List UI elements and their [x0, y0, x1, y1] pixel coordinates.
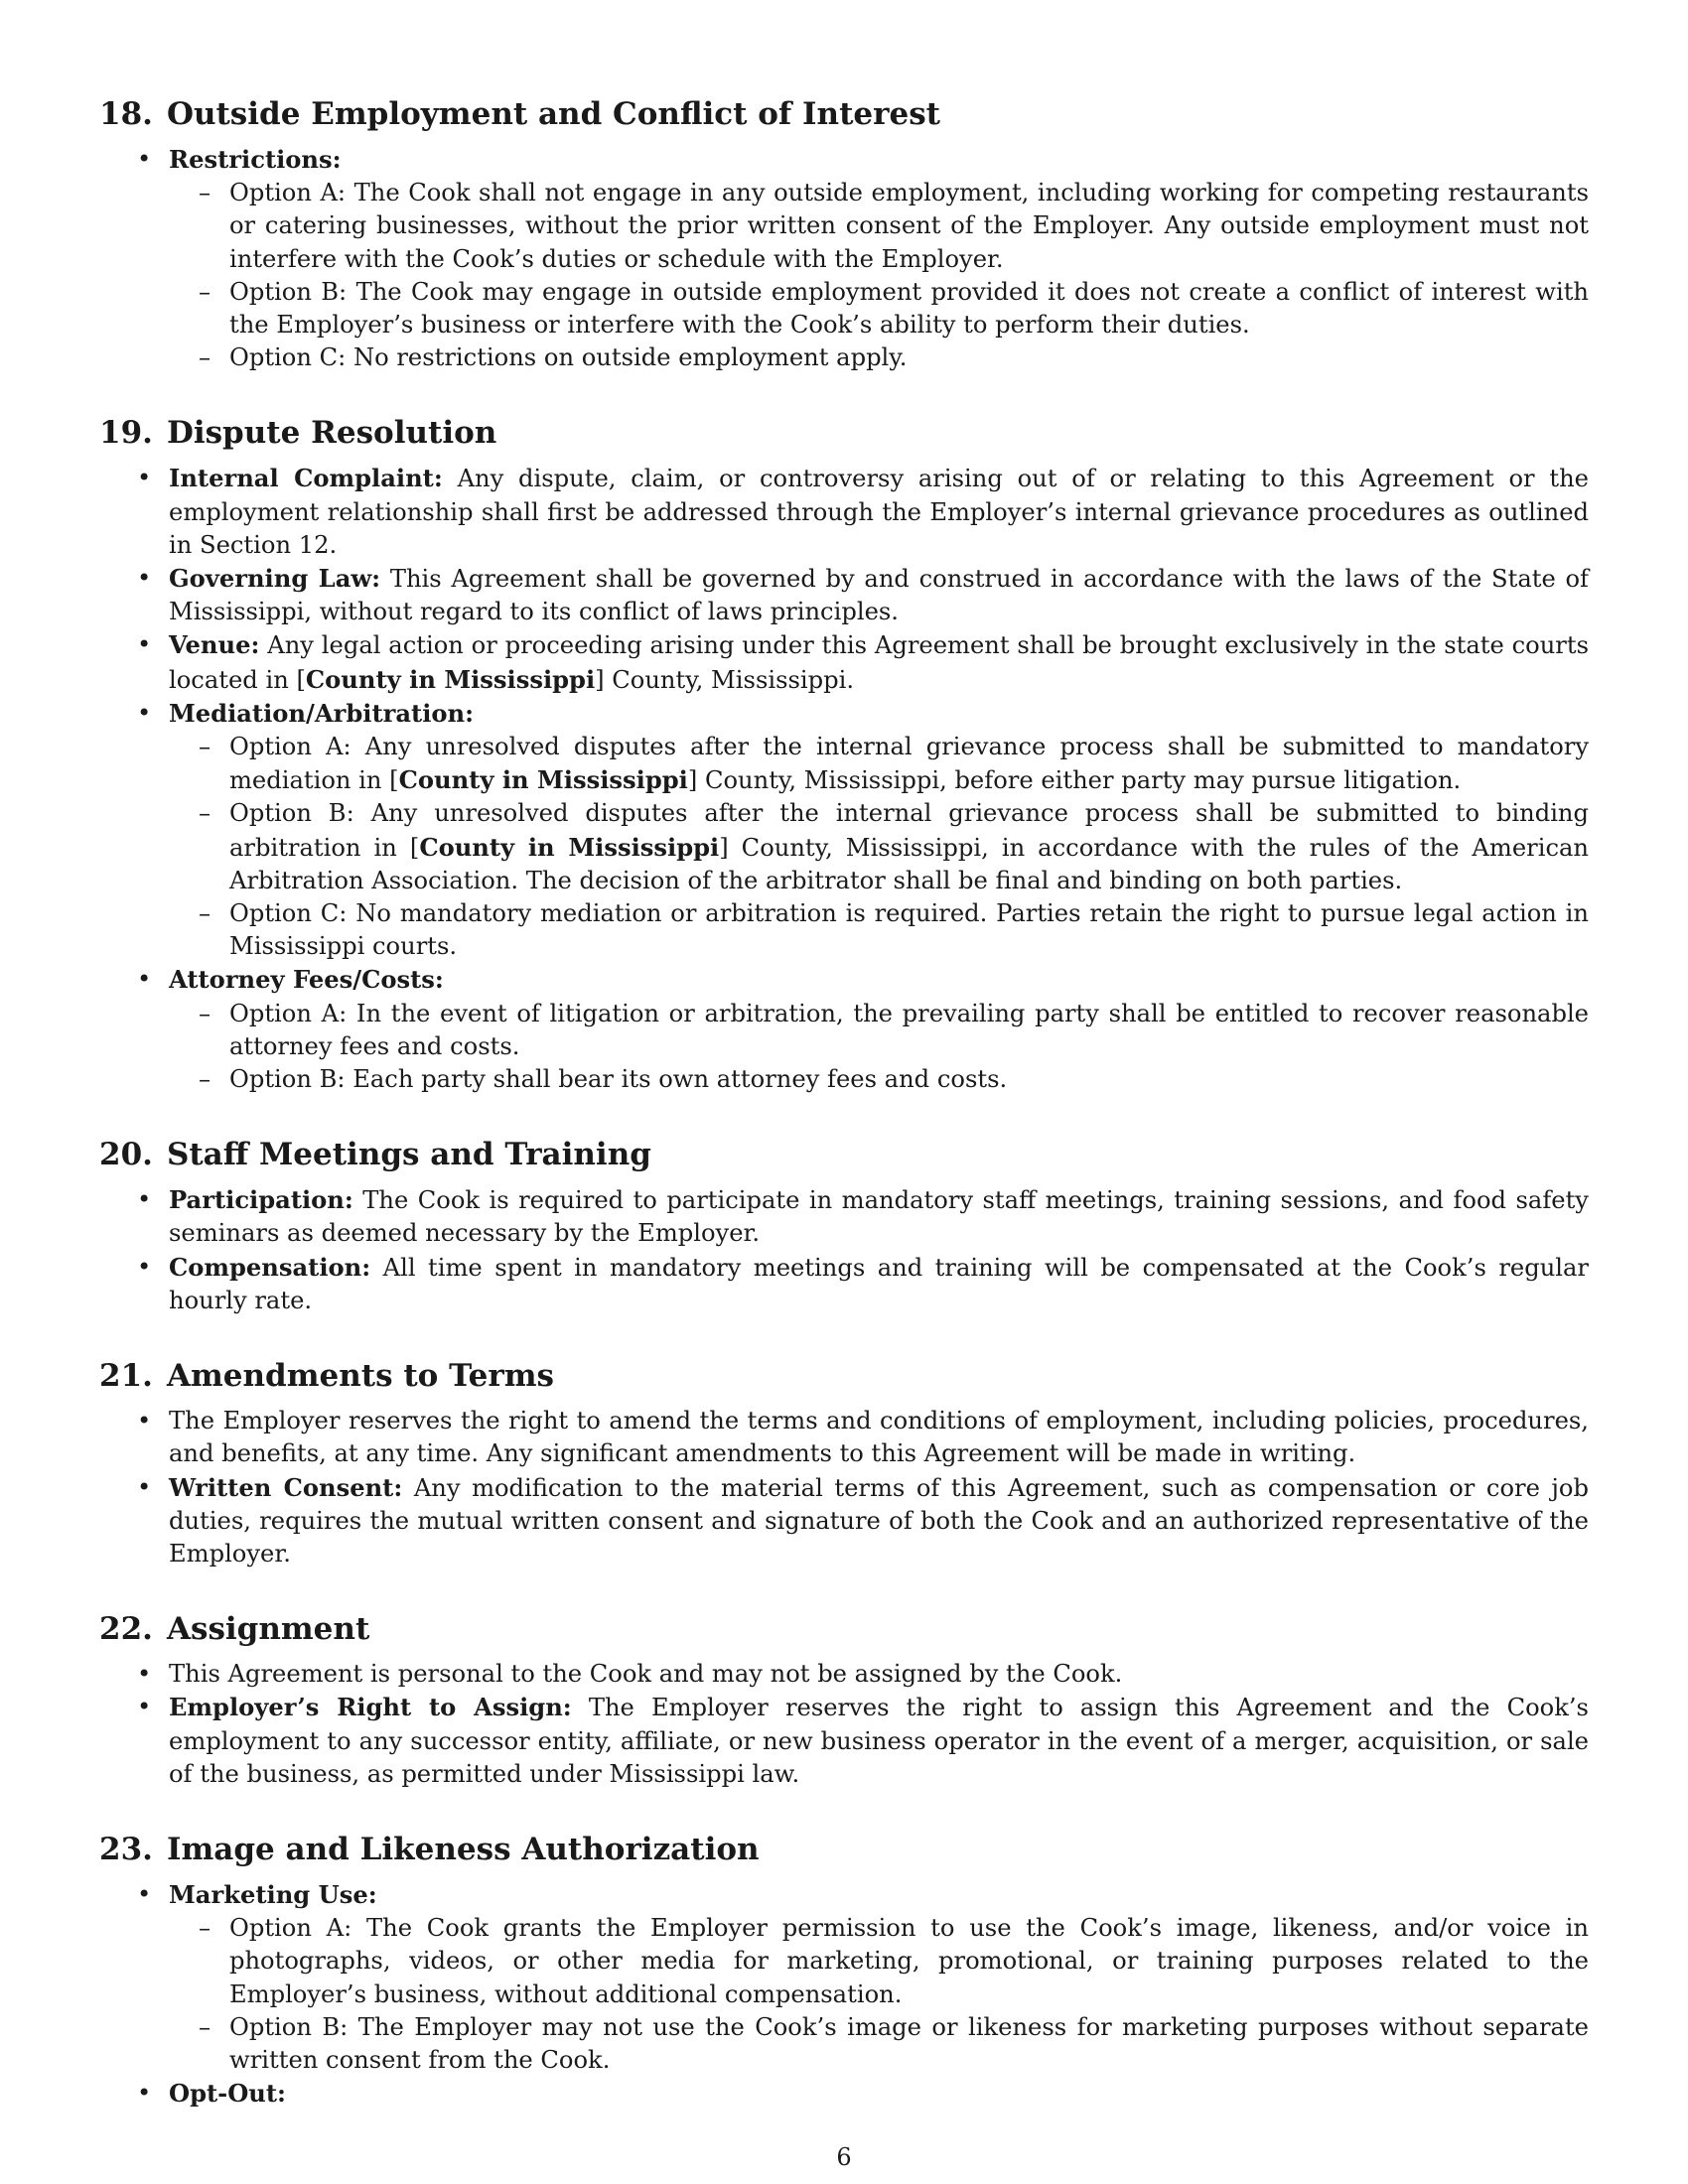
- list-item: [99, 697, 1589, 964]
- section-title: Image and Likeness Authorization: [166, 1831, 760, 1867]
- section-heading: [99, 410, 1589, 456]
- list-item: [99, 628, 1589, 696]
- bullet-list: [99, 462, 1589, 1096]
- item-text: The Employer reserves the right to assign this Agreement and the Cook’s employment to any successor entity, affiliate, or new business operator in the event of a merger, acquisition, or sale of the business, as permitted under Mississippi law.: [169, 1694, 1589, 1788]
- item-text: ] County, Mississippi.: [595, 665, 855, 694]
- list-item: [99, 1878, 1589, 2077]
- section-18: [99, 91, 1589, 374]
- list-item: • This Agreement is personal to the Cook and may not be assigned by the Cook.: [99, 1658, 1589, 1691]
- option-list: [169, 731, 1589, 963]
- bullet-list: [99, 1878, 1589, 2111]
- item-text: Any legal action or proceeding arising under this Agreement shall be brought exclusively in the state courts located in [: [169, 631, 1589, 694]
- item-label: Governing Law:: [169, 564, 381, 594]
- list-item: [99, 1471, 1589, 1571]
- section-title: Dispute Resolution: [166, 415, 497, 452]
- item-text: Any dispute, claim, or controversy arising out of or relating to this Agreement or the employment relationship shall first be addressed through the Employer’s internal grievance procedures as outlined in Section 12.: [169, 465, 1589, 559]
- section-number: 20.: [99, 1137, 153, 1173]
- option-list: [169, 177, 1589, 374]
- option-item: [169, 797, 1589, 897]
- section-number: 23.: [99, 1831, 153, 1867]
- section-title: Staff Meetings and Training: [166, 1137, 651, 1173]
- section-20: [99, 1132, 1589, 1317]
- option-item: – Option C: No mandatory mediation or arbitration is required. Parties retain the right to pursue legal action in Mississippi courts.: [169, 897, 1589, 963]
- list-item: • The Employer reserves the right to amend the terms and conditions of employment, including policies, procedures, and benefits, at any time. Any significant amendments to this Agreement will be made in writing.: [99, 1405, 1589, 1470]
- item-label: Marketing Use:: [169, 1879, 377, 1909]
- bullet-list: [99, 1183, 1589, 1317]
- list-item: [99, 1183, 1589, 1250]
- option-item: – Option A: In the event of litigation or arbitration, the prevailing party shall be entitled to recover reasonable attorney fees and costs.: [169, 998, 1589, 1063]
- section-heading: [99, 1132, 1589, 1177]
- option-list: [169, 1912, 1589, 2077]
- item-label: Venue:: [169, 630, 260, 660]
- list-item: [99, 462, 1589, 562]
- section-heading: [99, 1827, 1589, 1872]
- item-label: Attorney Fees/Costs:: [169, 965, 444, 995]
- item-label: Compensation:: [169, 1252, 371, 1282]
- list-item: [99, 963, 1589, 1096]
- item-label: Employer’s Right to Assign:: [169, 1693, 572, 1722]
- option-item: – Option C: No restrictions on outside employment apply.: [169, 341, 1589, 374]
- section-heading: [99, 1606, 1589, 1652]
- item-label: Written Consent:: [169, 1472, 403, 1502]
- item-text: Any modification to the material terms of this Agreement, such as compensation or core job duties, requires the mutual written consent and signature of both the Cook and an authorized representative of the Employer.: [169, 1473, 1589, 1568]
- list-item: [99, 1251, 1589, 1317]
- item-text: This Agreement shall be governed by and construed in accordance with the laws of the State of Mississippi, without regard to its conflict of laws principles.: [169, 565, 1589, 626]
- section-number: 19.: [99, 415, 153, 452]
- bullet-list: [99, 1405, 1589, 1570]
- option-text: ] County, Mississippi, before either party may pursue litigation.: [687, 766, 1462, 795]
- document-page: [99, 91, 1589, 2146]
- section-title: Outside Employment and Conflict of Interest: [166, 96, 940, 132]
- county-placeholder: County in Mississippi: [305, 664, 596, 694]
- list-item: [99, 1691, 1589, 1791]
- county-placeholder: County in Mississippi: [398, 765, 688, 795]
- option-list: [169, 998, 1589, 1097]
- bullet-list: [99, 143, 1589, 374]
- section-title: Assignment: [166, 1611, 370, 1648]
- item-label: Internal Complaint:: [169, 464, 443, 493]
- section-heading: [99, 91, 1589, 137]
- bullet-list: [99, 1658, 1589, 1791]
- section-title: Amendments to Terms: [166, 1358, 554, 1395]
- item-label: Participation:: [169, 1185, 353, 1215]
- section-number: 22.: [99, 1611, 153, 1648]
- page-number: 6: [836, 2143, 852, 2171]
- option-item: – Option A: The Cook shall not engage in any outside employment, including working for competing restaurants or catering businesses, without the prior written consent of the Employer. Any outside employment must not interfere with the Cook’s duties or schedule with the Employer.: [169, 177, 1589, 276]
- list-item: [99, 2077, 1589, 2111]
- option-item: – Option B: The Employer may not use the Cook’s image or likeness for marketing purposes without separate written consent from the Cook.: [169, 2011, 1589, 2077]
- section-number: 18.: [99, 96, 153, 132]
- option-item: [169, 731, 1589, 797]
- section-heading: [99, 1353, 1589, 1399]
- section-number: 21.: [99, 1358, 153, 1395]
- option-text: Option B: Any unresolved disputes after the internal grievance process shall be submitted to binding arbitration in [: [229, 799, 1589, 862]
- option-text: ] County, Mississippi, in accordance with the rules of the American Arbitration Association. The decision of the arbitrator shall be final and binding on both parties.: [229, 833, 1589, 894]
- option-item: – Option A: The Cook grants the Employer permission to use the Cook’s image, likeness, and/or voice in photographs, videos, or other media for marketing, promotional, or training purposes related to the Employer’s business, without additional compensation.: [169, 1912, 1589, 2011]
- section-23: [99, 1827, 1589, 2111]
- option-item: – Option B: Each party shall bear its own attorney fees and costs.: [169, 1063, 1589, 1096]
- section-19: [99, 410, 1589, 1096]
- option-text: Option A: Any unresolved disputes after the internal grievance process shall be submitted to mandatory mediation in [: [229, 733, 1589, 795]
- list-item: [99, 562, 1589, 628]
- item-label: Mediation/Arbitration:: [169, 698, 475, 728]
- county-placeholder: County in Mississippi: [419, 832, 720, 862]
- item-text: The Cook is required to participate in mandatory staff meetings, training sessions, and food safety seminars as deemed necessary by the Employer.: [169, 1186, 1589, 1248]
- option-item: – Option B: The Cook may engage in outside employment provided it does not create a conflict of interest with the Employer’s business or interfere with the Cook’s ability to perform their duties.: [169, 276, 1589, 341]
- item-label: Restrictions:: [169, 145, 342, 174]
- item-label: Opt-Out:: [169, 2079, 286, 2109]
- section-21: [99, 1353, 1589, 1570]
- item-text: All time spent in mandatory meetings and training will be compensated at the Cook’s regular hourly rate.: [169, 1253, 1589, 1314]
- list-item: [99, 143, 1589, 374]
- section-22: [99, 1606, 1589, 1791]
